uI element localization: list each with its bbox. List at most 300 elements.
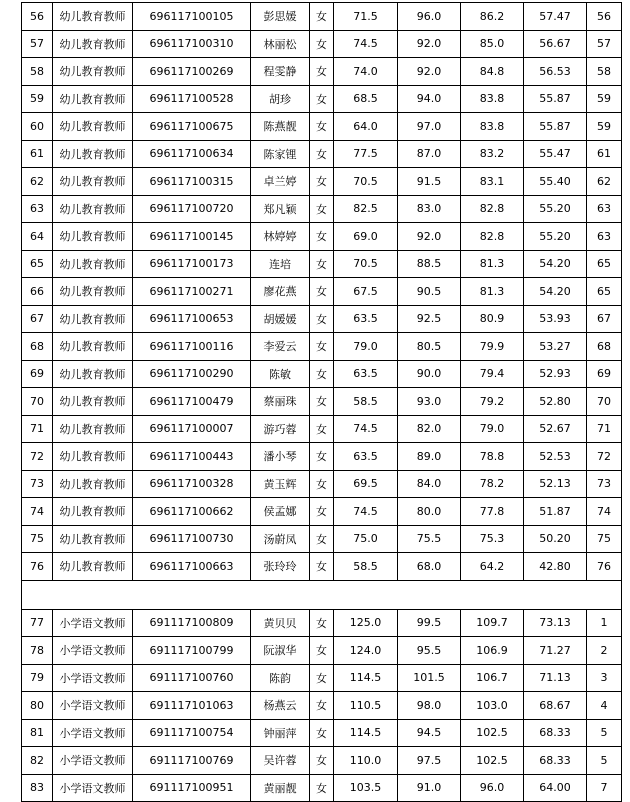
cell-position: 小学语文教师	[53, 747, 133, 775]
cell-gender: 女	[310, 498, 334, 526]
cell-gender: 女	[310, 85, 334, 113]
cell-converted-score: 56.53	[524, 58, 587, 86]
table-row	[22, 388, 622, 416]
table-row	[22, 305, 622, 333]
cell-written-score: 74.0	[334, 58, 398, 86]
cell-position: 幼儿教育教师	[53, 333, 133, 361]
cell-exam-id: 696117100528	[133, 85, 251, 113]
cell-converted-score: 64.00	[524, 774, 587, 802]
cell-total-score: 75.3	[461, 525, 524, 553]
cell-total-score: 83.1	[461, 168, 524, 196]
cell-written-score: 67.5	[334, 278, 398, 306]
cell-interview-score: 97.0	[398, 113, 461, 141]
cell-written-score: 79.0	[334, 333, 398, 361]
cell-rank: 4	[587, 692, 622, 720]
cell-rank: 58	[587, 58, 622, 86]
cell-written-score: 63.5	[334, 305, 398, 333]
cell-interview-score: 91.5	[398, 168, 461, 196]
cell-seq: 78	[22, 637, 53, 665]
cell-position: 幼儿教育教师	[53, 85, 133, 113]
cell-gender: 女	[310, 388, 334, 416]
cell-interview-score: 82.0	[398, 415, 461, 443]
cell-interview-score: 95.5	[398, 637, 461, 665]
cell-exam-id: 696117100479	[133, 388, 251, 416]
cell-total-score: 79.0	[461, 415, 524, 443]
cell-written-score: 82.5	[334, 195, 398, 223]
cell-converted-score: 52.13	[524, 470, 587, 498]
cell-position: 幼儿教育教师	[53, 443, 133, 471]
cell-gender: 女	[310, 747, 334, 775]
cell-interview-score: 87.0	[398, 140, 461, 168]
table-row	[22, 609, 622, 637]
cell-total-score: 86.2	[461, 3, 524, 31]
cell-total-score: 82.8	[461, 223, 524, 251]
cell-rank: 61	[587, 140, 622, 168]
cell-position: 幼儿教育教师	[53, 30, 133, 58]
cell-seq: 73	[22, 470, 53, 498]
separator-cell	[22, 580, 622, 609]
cell-total-score: 102.5	[461, 747, 524, 775]
cell-written-score: 70.5	[334, 250, 398, 278]
cell-gender: 女	[310, 719, 334, 747]
cell-rank: 57	[587, 30, 622, 58]
cell-written-score: 69.0	[334, 223, 398, 251]
cell-position: 幼儿教育教师	[53, 3, 133, 31]
group-separator-row	[22, 580, 622, 609]
cell-exam-id: 696117100145	[133, 223, 251, 251]
cell-gender: 女	[310, 250, 334, 278]
cell-converted-score: 50.20	[524, 525, 587, 553]
cell-seq: 64	[22, 223, 53, 251]
cell-converted-score: 55.87	[524, 113, 587, 141]
cell-gender: 女	[310, 168, 334, 196]
cell-exam-id: 696117100720	[133, 195, 251, 223]
cell-total-score: 81.3	[461, 250, 524, 278]
cell-interview-score: 97.5	[398, 747, 461, 775]
cell-exam-id: 691117100754	[133, 719, 251, 747]
cell-name: 钟丽萍	[251, 719, 310, 747]
cell-converted-score: 55.40	[524, 168, 587, 196]
cell-rank: 63	[587, 195, 622, 223]
table-row	[22, 774, 622, 802]
cell-interview-score: 92.0	[398, 30, 461, 58]
cell-converted-score: 53.93	[524, 305, 587, 333]
table-row	[22, 113, 622, 141]
table-row	[22, 333, 622, 361]
cell-gender: 女	[310, 58, 334, 86]
cell-position: 幼儿教育教师	[53, 360, 133, 388]
cell-name: 黄玉辉	[251, 470, 310, 498]
cell-exam-id: 696117100116	[133, 333, 251, 361]
cell-written-score: 114.5	[334, 664, 398, 692]
cell-interview-score: 92.5	[398, 305, 461, 333]
cell-interview-score: 80.0	[398, 498, 461, 526]
cell-name: 林婷婷	[251, 223, 310, 251]
cell-seq: 75	[22, 525, 53, 553]
cell-gender: 女	[310, 30, 334, 58]
cell-gender: 女	[310, 692, 334, 720]
cell-interview-score: 80.5	[398, 333, 461, 361]
cell-converted-score: 57.47	[524, 3, 587, 31]
cell-position: 小学语文教师	[53, 719, 133, 747]
table-row	[22, 278, 622, 306]
cell-total-score: 79.2	[461, 388, 524, 416]
cell-total-score: 83.8	[461, 85, 524, 113]
cell-rank: 5	[587, 747, 622, 775]
cell-rank: 68	[587, 333, 622, 361]
cell-position: 幼儿教育教师	[53, 223, 133, 251]
cell-gender: 女	[310, 525, 334, 553]
cell-gender: 女	[310, 223, 334, 251]
cell-written-score: 63.5	[334, 360, 398, 388]
cell-rank: 73	[587, 470, 622, 498]
cell-written-score: 69.5	[334, 470, 398, 498]
cell-name: 潘小琴	[251, 443, 310, 471]
cell-gender: 女	[310, 553, 334, 581]
cell-total-score: 81.3	[461, 278, 524, 306]
cell-seq: 74	[22, 498, 53, 526]
cell-seq: 70	[22, 388, 53, 416]
cell-converted-score: 54.20	[524, 278, 587, 306]
cell-position: 幼儿教育教师	[53, 58, 133, 86]
cell-gender: 女	[310, 664, 334, 692]
cell-rank: 5	[587, 719, 622, 747]
cell-position: 幼儿教育教师	[53, 195, 133, 223]
cell-seq: 77	[22, 609, 53, 637]
table-row	[22, 525, 622, 553]
cell-interview-score: 90.5	[398, 278, 461, 306]
cell-name: 陈家锂	[251, 140, 310, 168]
cell-interview-score: 89.0	[398, 443, 461, 471]
cell-rank: 2	[587, 637, 622, 665]
cell-name: 黄丽靓	[251, 774, 310, 802]
cell-interview-score: 83.0	[398, 195, 461, 223]
cell-written-score: 125.0	[334, 609, 398, 637]
cell-rank: 65	[587, 250, 622, 278]
cell-written-score: 77.5	[334, 140, 398, 168]
cell-written-score: 64.0	[334, 113, 398, 141]
cell-interview-score: 99.5	[398, 609, 461, 637]
cell-exam-id: 696117100290	[133, 360, 251, 388]
cell-seq: 81	[22, 719, 53, 747]
cell-converted-score: 52.67	[524, 415, 587, 443]
cell-position: 幼儿教育教师	[53, 278, 133, 306]
table-row	[22, 553, 622, 581]
cell-total-score: 79.9	[461, 333, 524, 361]
cell-name: 卓兰婷	[251, 168, 310, 196]
cell-interview-score: 94.5	[398, 719, 461, 747]
cell-written-score: 110.5	[334, 692, 398, 720]
cell-total-score: 83.8	[461, 113, 524, 141]
cell-rank: 76	[587, 553, 622, 581]
cell-seq: 58	[22, 58, 53, 86]
cell-exam-id: 696117100663	[133, 553, 251, 581]
cell-rank: 59	[587, 113, 622, 141]
cell-seq: 76	[22, 553, 53, 581]
cell-interview-score: 84.0	[398, 470, 461, 498]
cell-interview-score: 92.0	[398, 58, 461, 86]
cell-exam-id: 696117100007	[133, 415, 251, 443]
cell-total-score: 79.4	[461, 360, 524, 388]
cell-position: 小学语文教师	[53, 609, 133, 637]
cell-converted-score: 68.67	[524, 692, 587, 720]
cell-seq: 65	[22, 250, 53, 278]
cell-total-score: 103.0	[461, 692, 524, 720]
cell-interview-score: 88.5	[398, 250, 461, 278]
cell-exam-id: 696117100328	[133, 470, 251, 498]
cell-exam-id: 696117100269	[133, 58, 251, 86]
cell-name: 阮淑华	[251, 637, 310, 665]
cell-written-score: 75.0	[334, 525, 398, 553]
cell-gender: 女	[310, 140, 334, 168]
cell-seq: 59	[22, 85, 53, 113]
cell-name: 胡珍	[251, 85, 310, 113]
cell-rank: 67	[587, 305, 622, 333]
table-row	[22, 168, 622, 196]
cell-seq: 56	[22, 3, 53, 31]
cell-written-score: 58.5	[334, 553, 398, 581]
cell-seq: 80	[22, 692, 53, 720]
cell-name: 陈燕靓	[251, 113, 310, 141]
cell-interview-score: 68.0	[398, 553, 461, 581]
cell-exam-id: 696117100315	[133, 168, 251, 196]
table-row	[22, 140, 622, 168]
cell-interview-score: 91.0	[398, 774, 461, 802]
cell-converted-score: 52.53	[524, 443, 587, 471]
table-row	[22, 747, 622, 775]
cell-name: 游巧蓉	[251, 415, 310, 443]
cell-total-score: 80.9	[461, 305, 524, 333]
table-row	[22, 195, 622, 223]
cell-exam-id: 696117100730	[133, 525, 251, 553]
cell-converted-score: 52.93	[524, 360, 587, 388]
cell-interview-score: 75.5	[398, 525, 461, 553]
cell-rank: 71	[587, 415, 622, 443]
cell-converted-score: 68.33	[524, 747, 587, 775]
cell-total-score: 106.9	[461, 637, 524, 665]
cell-exam-id: 691117100769	[133, 747, 251, 775]
cell-converted-score: 52.80	[524, 388, 587, 416]
table-row	[22, 443, 622, 471]
cell-exam-id: 691117100951	[133, 774, 251, 802]
cell-total-score: 64.2	[461, 553, 524, 581]
table-row	[22, 250, 622, 278]
cell-converted-score: 55.87	[524, 85, 587, 113]
cell-gender: 女	[310, 278, 334, 306]
cell-converted-score: 51.87	[524, 498, 587, 526]
cell-exam-id: 696117100675	[133, 113, 251, 141]
cell-exam-id: 691117101063	[133, 692, 251, 720]
cell-interview-score: 93.0	[398, 388, 461, 416]
cell-position: 小学语文教师	[53, 637, 133, 665]
cell-total-score: 84.8	[461, 58, 524, 86]
cell-exam-id: 696117100653	[133, 305, 251, 333]
cell-seq: 68	[22, 333, 53, 361]
cell-rank: 62	[587, 168, 622, 196]
cell-name: 陈韵	[251, 664, 310, 692]
cell-name: 侯孟娜	[251, 498, 310, 526]
cell-total-score: 77.8	[461, 498, 524, 526]
cell-rank: 1	[587, 609, 622, 637]
cell-seq: 61	[22, 140, 53, 168]
cell-total-score: 102.5	[461, 719, 524, 747]
cell-interview-score: 94.0	[398, 85, 461, 113]
cell-position: 小学语文教师	[53, 664, 133, 692]
cell-exam-id: 696117100662	[133, 498, 251, 526]
cell-gender: 女	[310, 305, 334, 333]
cell-name: 连培	[251, 250, 310, 278]
cell-name: 林丽松	[251, 30, 310, 58]
cell-name: 胡媛媛	[251, 305, 310, 333]
cell-gender: 女	[310, 470, 334, 498]
cell-seq: 57	[22, 30, 53, 58]
cell-gender: 女	[310, 609, 334, 637]
cell-position: 幼儿教育教师	[53, 140, 133, 168]
cell-gender: 女	[310, 360, 334, 388]
cell-rank: 65	[587, 278, 622, 306]
cell-rank: 7	[587, 774, 622, 802]
cell-name: 蔡丽珠	[251, 388, 310, 416]
cell-position: 幼儿教育教师	[53, 498, 133, 526]
cell-rank: 59	[587, 85, 622, 113]
cell-name: 陈敏	[251, 360, 310, 388]
cell-name: 程雯静	[251, 58, 310, 86]
table-row	[22, 470, 622, 498]
table-row	[22, 719, 622, 747]
cell-total-score: 96.0	[461, 774, 524, 802]
table-row	[22, 360, 622, 388]
cell-name: 李爱云	[251, 333, 310, 361]
cell-name: 黄贝贝	[251, 609, 310, 637]
cell-written-score: 114.5	[334, 719, 398, 747]
cell-position: 幼儿教育教师	[53, 388, 133, 416]
cell-exam-id: 696117100310	[133, 30, 251, 58]
cell-position: 幼儿教育教师	[53, 470, 133, 498]
cell-written-score: 70.5	[334, 168, 398, 196]
cell-rank: 56	[587, 3, 622, 31]
cell-written-score: 68.5	[334, 85, 398, 113]
cell-gender: 女	[310, 637, 334, 665]
cell-converted-score: 71.27	[524, 637, 587, 665]
cell-rank: 63	[587, 223, 622, 251]
cell-written-score: 74.5	[334, 30, 398, 58]
cell-seq: 71	[22, 415, 53, 443]
cell-name: 杨燕云	[251, 692, 310, 720]
cell-seq: 83	[22, 774, 53, 802]
cell-written-score: 58.5	[334, 388, 398, 416]
cell-converted-score: 42.80	[524, 553, 587, 581]
cell-converted-score: 55.20	[524, 195, 587, 223]
cell-converted-score: 53.27	[524, 333, 587, 361]
cell-exam-id: 696117100271	[133, 278, 251, 306]
cell-seq: 67	[22, 305, 53, 333]
table-row	[22, 498, 622, 526]
cell-written-score: 110.0	[334, 747, 398, 775]
cell-converted-score: 54.20	[524, 250, 587, 278]
cell-name: 张玲玲	[251, 553, 310, 581]
cell-gender: 女	[310, 415, 334, 443]
cell-written-score: 124.0	[334, 637, 398, 665]
cell-name: 郑凡颖	[251, 195, 310, 223]
cell-total-score: 85.0	[461, 30, 524, 58]
cell-exam-id: 696117100173	[133, 250, 251, 278]
cell-exam-id: 696117100105	[133, 3, 251, 31]
cell-converted-score: 71.13	[524, 664, 587, 692]
cell-seq: 82	[22, 747, 53, 775]
cell-written-score: 74.5	[334, 498, 398, 526]
cell-seq: 66	[22, 278, 53, 306]
cell-name: 廖花燕	[251, 278, 310, 306]
cell-gender: 女	[310, 113, 334, 141]
cell-total-score: 106.7	[461, 664, 524, 692]
cell-position: 小学语文教师	[53, 692, 133, 720]
cell-rank: 75	[587, 525, 622, 553]
table-row	[22, 692, 622, 720]
cell-exam-id: 696117100634	[133, 140, 251, 168]
cell-interview-score: 98.0	[398, 692, 461, 720]
cell-exam-id: 691117100799	[133, 637, 251, 665]
cell-position: 幼儿教育教师	[53, 553, 133, 581]
table-row	[22, 30, 622, 58]
cell-exam-id: 691117100809	[133, 609, 251, 637]
cell-name: 汤蔚凤	[251, 525, 310, 553]
cell-seq: 72	[22, 443, 53, 471]
cell-rank: 70	[587, 388, 622, 416]
cell-position: 幼儿教育教师	[53, 305, 133, 333]
cell-exam-id: 691117100760	[133, 664, 251, 692]
cell-seq: 69	[22, 360, 53, 388]
cell-interview-score: 101.5	[398, 664, 461, 692]
cell-total-score: 78.2	[461, 470, 524, 498]
cell-position: 小学语文教师	[53, 774, 133, 802]
table-row	[22, 58, 622, 86]
cell-seq: 62	[22, 168, 53, 196]
cell-gender: 女	[310, 195, 334, 223]
cell-gender: 女	[310, 333, 334, 361]
cell-written-score: 71.5	[334, 3, 398, 31]
cell-converted-score: 55.47	[524, 140, 587, 168]
cell-written-score: 74.5	[334, 415, 398, 443]
cell-position: 幼儿教育教师	[53, 250, 133, 278]
cell-interview-score: 90.0	[398, 360, 461, 388]
cell-rank: 72	[587, 443, 622, 471]
cell-interview-score: 92.0	[398, 223, 461, 251]
cell-name: 彭思媛	[251, 3, 310, 31]
cell-total-score: 78.8	[461, 443, 524, 471]
cell-name: 吴许蓉	[251, 747, 310, 775]
cell-exam-id: 696117100443	[133, 443, 251, 471]
cell-position: 幼儿教育教师	[53, 415, 133, 443]
cell-total-score: 83.2	[461, 140, 524, 168]
cell-converted-score: 55.20	[524, 223, 587, 251]
cell-written-score: 103.5	[334, 774, 398, 802]
cell-seq: 63	[22, 195, 53, 223]
cell-total-score: 82.8	[461, 195, 524, 223]
table-row	[22, 664, 622, 692]
table-row	[22, 3, 622, 31]
cell-converted-score: 68.33	[524, 719, 587, 747]
results-table	[21, 2, 622, 802]
cell-gender: 女	[310, 774, 334, 802]
table-row	[22, 223, 622, 251]
table-row	[22, 637, 622, 665]
cell-position: 幼儿教育教师	[53, 113, 133, 141]
cell-rank: 3	[587, 664, 622, 692]
cell-interview-score: 96.0	[398, 3, 461, 31]
cell-total-score: 109.7	[461, 609, 524, 637]
cell-gender: 女	[310, 3, 334, 31]
cell-written-score: 63.5	[334, 443, 398, 471]
